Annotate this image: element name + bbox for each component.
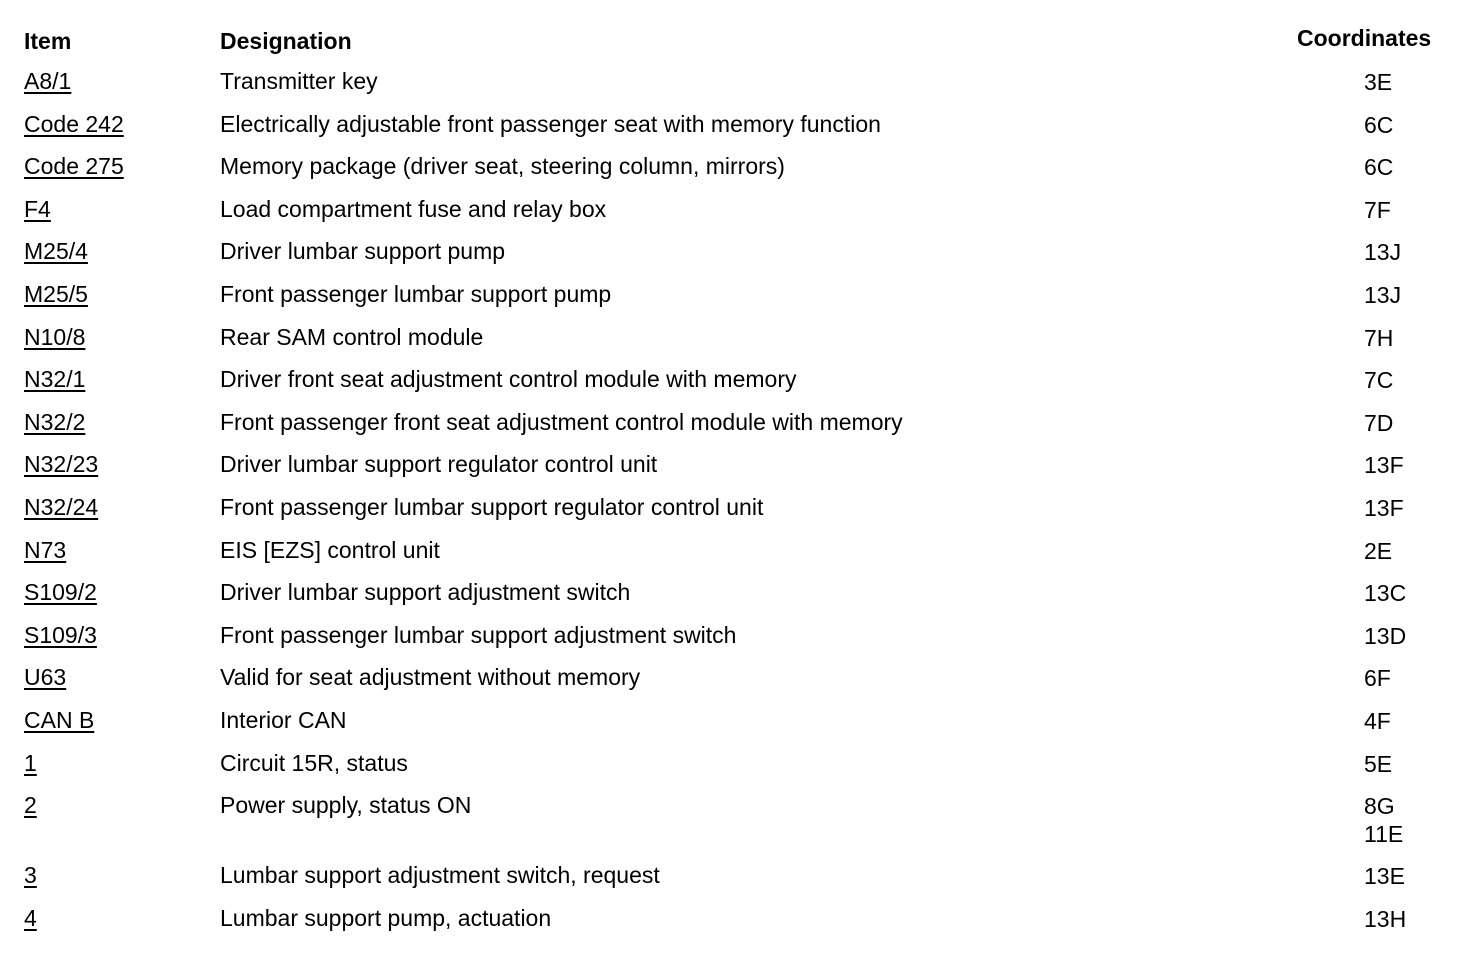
coordinates-cell (1364, 494, 1404, 522)
item-link[interactable]: N32/23 (24, 451, 99, 478)
item-link[interactable]: U63 (24, 664, 67, 691)
table-row (0, 856, 1472, 899)
designation-text: Memory package (driver seat, steering column, mirrors) (220, 153, 785, 180)
designation-text: EIS [EZS] control unit (220, 536, 440, 563)
designation-text: Driver front seat adjustment control module with memory (220, 366, 797, 393)
designation-text: Electrically adjustable front passenger seat with memory function (220, 110, 881, 137)
designation-text: Lumbar support adjustment switch, request (220, 862, 660, 889)
item-link[interactable]: Code 275 (24, 153, 124, 180)
item-link[interactable]: N32/24 (24, 493, 99, 520)
coordinate-value: 11E (1364, 821, 1404, 848)
coordinates-cell (1364, 196, 1391, 224)
table-row (0, 147, 1472, 190)
coordinate-value: 13D (1364, 622, 1407, 649)
item-link[interactable]: S109/2 (24, 579, 97, 606)
table-row (0, 445, 1472, 488)
table-row (0, 62, 1472, 105)
designation-text: Front passenger lumbar support regulator control unit (220, 493, 764, 520)
table-row (0, 658, 1472, 701)
coordinate-value: 2E (1364, 537, 1393, 564)
designation-text: Driver lumbar support pump (220, 238, 506, 265)
item-link[interactable]: A8/1 (24, 68, 72, 94)
item-link[interactable]: N73 (24, 536, 67, 563)
table-body (0, 62, 1472, 941)
item-link[interactable]: 2 (24, 792, 37, 819)
coordinates-cell (1364, 707, 1391, 735)
coordinate-value: 7D (1364, 409, 1394, 436)
item-link[interactable]: 3 (24, 862, 37, 889)
header-item: Item (24, 28, 72, 54)
table-row (0, 744, 1472, 787)
table-row (0, 701, 1472, 744)
coordinate-value: 7H (1364, 324, 1394, 351)
table-row (0, 275, 1472, 318)
designation-text: Front passenger front seat adjustment control module with memory (220, 408, 903, 435)
coordinate-value: 3E (1364, 69, 1393, 95)
coordinates-cell (1364, 622, 1406, 650)
designation-text: Valid for seat adjustment without memory (220, 664, 641, 691)
item-link[interactable]: S109/3 (24, 621, 97, 648)
coordinate-value: 13F (1364, 452, 1404, 479)
table-row (0, 488, 1472, 531)
item-link[interactable]: F4 (24, 195, 51, 222)
designation-text: Load compartment fuse and relay box (220, 195, 607, 222)
table-row (0, 318, 1472, 361)
designation-text: Front passenger lumbar support adjustment switch (220, 621, 737, 648)
coordinate-value: 6C (1364, 111, 1394, 138)
item-link[interactable]: CAN B (24, 706, 95, 733)
table-header (0, 0, 1472, 62)
coordinates-cell (1364, 153, 1393, 181)
table-row (0, 403, 1472, 446)
designation-text: Driver lumbar support regulator control unit (220, 451, 658, 478)
table-row (0, 232, 1472, 275)
coordinate-value: 13C (1364, 580, 1407, 607)
coordinates-cell (1364, 792, 1403, 848)
header-coordinates: Coordinates (1297, 25, 1432, 51)
coordinate-value: 13F (1364, 494, 1404, 521)
coordinate-value: 6F (1364, 665, 1391, 692)
coordinate-value: 13J (1364, 281, 1402, 308)
item-link[interactable]: Code 242 (24, 110, 124, 137)
coordinate-value: 13J (1364, 239, 1402, 266)
table-row (0, 190, 1472, 233)
coordinates-cell (1364, 68, 1392, 96)
coordinates-cell (1364, 750, 1392, 778)
coordinates-cell (1364, 366, 1393, 394)
coordinates-cell (1364, 409, 1393, 437)
table-row (0, 616, 1472, 659)
coordinates-cell (1364, 537, 1392, 565)
table-row (0, 899, 1472, 942)
item-link[interactable]: 1 (24, 749, 37, 776)
coordinates-cell (1364, 664, 1391, 692)
coordinate-value: 13H (1364, 905, 1407, 932)
table-row (0, 105, 1472, 148)
table-row (0, 360, 1472, 403)
designation-text: Transmitter key (220, 68, 378, 94)
coordinates-cell (1364, 579, 1406, 607)
designation-text: Front passenger lumbar support pump (220, 280, 612, 307)
coordinates-cell (1364, 238, 1401, 266)
designation-text: Circuit 15R, status (220, 749, 408, 776)
coordinate-value: 5E (1364, 750, 1393, 777)
item-link[interactable]: 4 (24, 904, 37, 931)
coordinate-value: 13E (1364, 863, 1405, 890)
coordinate-value: 6C (1364, 154, 1394, 181)
coordinates-cell (1364, 111, 1393, 139)
item-link[interactable]: N10/8 (24, 323, 86, 350)
designation-text: Driver lumbar support adjustment switch (220, 579, 631, 606)
coordinate-value: 7F (1364, 196, 1391, 223)
item-link[interactable]: M25/5 (24, 280, 88, 307)
coordinate-value: 7C (1364, 367, 1394, 394)
coordinates-cell (1364, 905, 1406, 933)
coordinate-value: 4F (1364, 707, 1391, 734)
coordinates-cell (1364, 324, 1393, 352)
coordinates-cell (1364, 281, 1401, 309)
coordinates-cell (1364, 862, 1405, 890)
designation-text: Rear SAM control module (220, 323, 484, 350)
table-row (0, 573, 1472, 616)
coordinates-cell (1364, 451, 1404, 479)
designation-text: Power supply, status ON (220, 792, 472, 819)
coordinate-value: 8G (1364, 793, 1395, 820)
designation-text: Interior CAN (220, 706, 347, 733)
item-link[interactable]: N32/2 (24, 408, 86, 435)
table-row (0, 786, 1472, 856)
header-designation: Designation (220, 28, 352, 54)
item-link[interactable]: N32/1 (24, 366, 86, 393)
designation-text: Lumbar support pump, actuation (220, 904, 552, 931)
table-row (0, 531, 1472, 574)
item-link[interactable]: M25/4 (24, 238, 88, 265)
